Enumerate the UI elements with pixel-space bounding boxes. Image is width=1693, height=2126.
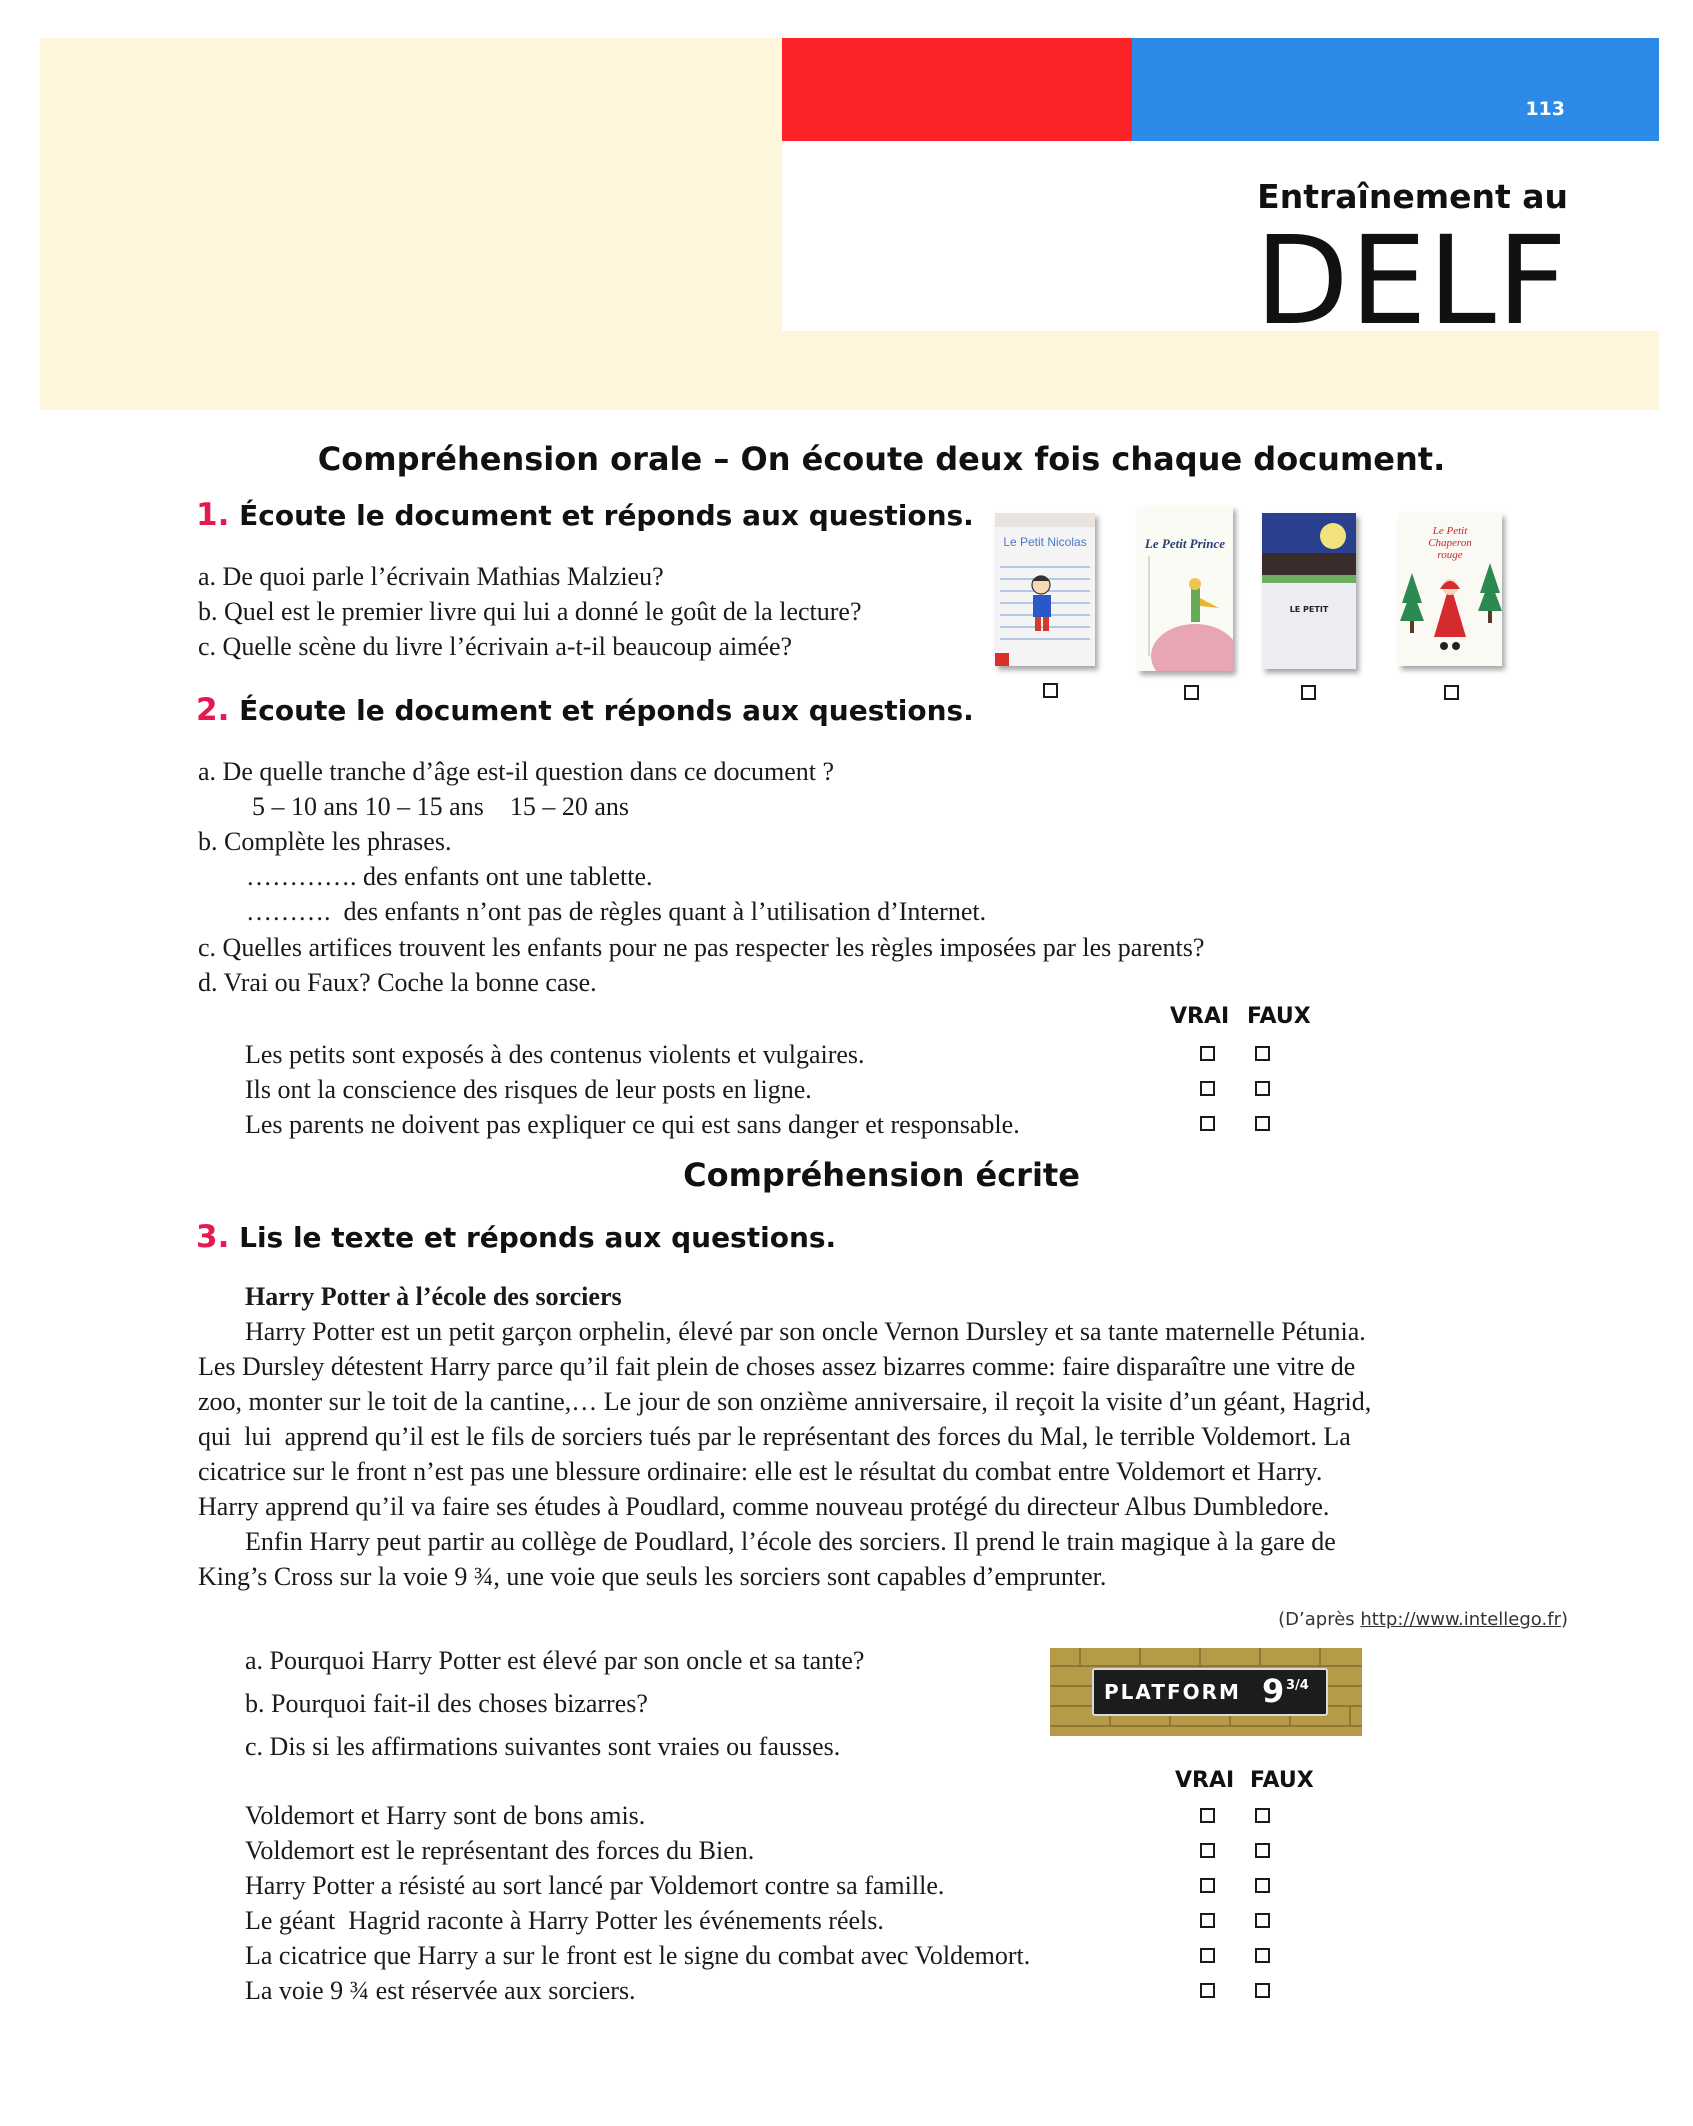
ex2-question-c: c. Quelles artifices trouvent les enfants pour ne pas respecter les règles imposées par les parents? (198, 933, 1205, 962)
text-line-4: qui lui apprend qu’il est le fils de sorciers tués par le représentant des forces du Mal, le terrible Voldemort. La (198, 1422, 1351, 1451)
exercise-1-heading (196, 497, 974, 533)
ex3-vrai-header: VRAI (1175, 1768, 1235, 1793)
ex3-statement-4-vrai-checkbox[interactable] (1200, 1913, 1215, 1928)
ex3-statement-1-faux-checkbox[interactable] (1255, 1808, 1270, 1823)
ex2-fill-line-1: …………. des enfants ont une tablette. (246, 862, 653, 891)
ex2-statement-1-vrai-checkbox[interactable] (1200, 1046, 1215, 1061)
ex2-statement-3: Les parents ne doivent pas expliquer ce qui est sans danger et responsable. (245, 1110, 1020, 1139)
ex1-question-a: a. De quoi parle l’écrivain Mathias Malzieu? (198, 562, 664, 591)
ex3-statement-4-faux-checkbox[interactable] (1255, 1913, 1270, 1928)
text-source-prefix: (D’après (1278, 1609, 1361, 1630)
exercise-2-title: Écoute le document et réponds aux questions. (239, 694, 974, 727)
ex2-statement-1: Les petits sont exposés à des contenus violents et vulgaires. (245, 1040, 865, 1069)
ex3-statement-4: Le géant Hagrid raconte à Harry Potter les événements réels. (245, 1906, 884, 1935)
book-cover-le-petit (1262, 513, 1356, 669)
book-cover-petit-nicolas (995, 513, 1095, 666)
header-title: DELF (1254, 210, 1568, 352)
text-source-suffix: ) (1560, 1609, 1568, 1630)
ex2-question-d: d. Vrai ou Faux? Coche la bonne case. (198, 968, 597, 997)
exercise-3-title: Lis le texte et réponds aux questions. (239, 1221, 837, 1254)
exercise-1-number: 1. (196, 497, 230, 533)
exercise-3-number: 3. (196, 1219, 230, 1255)
ex3-statement-2-vrai-checkbox[interactable] (1200, 1843, 1215, 1858)
ex2-vrai-header: VRAI (1170, 1004, 1230, 1029)
text-line-5: cicatrice sur le front n’est pas une blessure ordinaire: elle est le résultat du combat entre Voldemort et Harry. (198, 1457, 1323, 1486)
ex1-question-c: c. Quelle scène du livre l’écrivain a-t-il beaucoup aimée? (198, 632, 793, 661)
book-3-checkbox[interactable] (1301, 685, 1316, 700)
text-line-7: Enfin Harry peut partir au collège de Poudlard, l’école des sorciers. Il prend le train magique à la gare de (245, 1527, 1336, 1556)
book-2-checkbox[interactable] (1184, 685, 1199, 700)
platform-sign-fraction: 3/4 (1286, 1678, 1309, 1693)
platform-sign-number: 9 (1262, 1672, 1285, 1710)
text-title: Harry Potter à l’école des sorciers (245, 1282, 622, 1311)
text-line-8: King’s Cross sur la voie 9 ¾, une voie que seuls les sorciers sont capables d’emprunter. (198, 1562, 1107, 1591)
ex2-question-b: b. Complète les phrases. (198, 827, 452, 856)
book-2-title: Le Petit Prince (1144, 536, 1226, 551)
ex2-statement-2-vrai-checkbox[interactable] (1200, 1081, 1215, 1096)
text-line-1: Harry Potter est un petit garçon orphelin, élevé par son oncle Vernon Dursley et sa tante maternelle Pétunia. (245, 1317, 1366, 1346)
exercise-1-title: Écoute le document et réponds aux questions. (239, 499, 974, 532)
text-line-2: Les Dursley détestent Harry parce qu’il fait plein de choses assez bizarres comme: faire disparaître une vitre de (198, 1352, 1356, 1381)
ex2-statement-2: Ils ont la conscience des risques de leur posts en ligne. (245, 1075, 812, 1104)
book-4-title: Le Petit Chaperon rouge (1428, 525, 1472, 561)
header-red-band (782, 38, 1132, 141)
book-cover-chaperon-rouge (1398, 513, 1502, 666)
ex2-statement-1-faux-checkbox[interactable] (1255, 1046, 1270, 1061)
ex2-statement-3-vrai-checkbox[interactable] (1200, 1116, 1215, 1131)
section-title-oral: Compréhension orale – On écoute deux fois chaque document. (317, 440, 1446, 478)
ex3-statement-1: Voldemort et Harry sont de bons amis. (245, 1801, 646, 1830)
ex3-question-a: a. Pourquoi Harry Potter est élevé par son oncle et sa tante? (245, 1646, 865, 1675)
header-blue-band (1132, 38, 1659, 141)
book-1-checkbox[interactable] (1043, 683, 1058, 698)
ex2-statement-3-faux-checkbox[interactable] (1255, 1116, 1270, 1131)
ex3-statement-3: Harry Potter a résisté au sort lancé par Voldemort contre sa famille. (245, 1871, 945, 1900)
header-subtitle: Entraînement au (1257, 177, 1568, 216)
exercise-2-number: 2. (196, 692, 230, 728)
exercise-3-heading (196, 1219, 836, 1255)
section-title-ecrite: Compréhension écrite (683, 1156, 1080, 1194)
ex3-statement-5: La cicatrice que Harry a sur le front est le signe du combat avec Voldemort. (245, 1941, 1031, 1970)
ex3-question-b: b. Pourquoi fait-il des choses bizarres? (245, 1689, 648, 1718)
ex3-statement-3-faux-checkbox[interactable] (1255, 1878, 1270, 1893)
platform-sign-plate (1092, 1668, 1328, 1716)
book-4-checkbox[interactable] (1444, 685, 1459, 700)
ex3-faux-header: FAUX (1250, 1768, 1314, 1793)
text-line-6: Harry apprend qu’il va faire ses études à Poudlard, comme nouveau protégé du directeur Albus Dumbledore. (198, 1492, 1330, 1521)
ex3-statement-1-vrai-checkbox[interactable] (1200, 1808, 1215, 1823)
ex2-fill-line-2: ………. des enfants n’ont pas de règles quant à l’utilisation d’Internet. (246, 897, 987, 926)
ex3-statement-5-vrai-checkbox[interactable] (1200, 1948, 1215, 1963)
ex2-faux-header: FAUX (1247, 1004, 1311, 1029)
book-1-title: Le Petit Nicolas (1003, 535, 1087, 549)
platform-sign-image (1050, 1648, 1362, 1736)
text-line-3: zoo, monter sur le toit de la cantine,… Le jour de son onzième anniversaire, il reçoit la visite d’un géant, Hagrid, (198, 1387, 1372, 1416)
platform-sign-text: PLATFORM (1104, 1680, 1241, 1704)
ex1-question-b: b. Quel est le premier livre qui lui a donné le goût de la lecture? (198, 597, 862, 626)
ex2-age-options: 5 – 10 ans 10 – 15 ans 15 – 20 ans (252, 792, 629, 821)
ex3-question-c: c. Dis si les affirmations suivantes sont vraies ou fausses. (245, 1732, 841, 1761)
source-link[interactable]: http://www.intellego.fr (1360, 1609, 1561, 1630)
page-number: 113 (1525, 98, 1565, 120)
ex3-statement-5-faux-checkbox[interactable] (1255, 1948, 1270, 1963)
exercise-2-heading (196, 692, 974, 728)
ex3-statement-2: Voldemort est le représentant des forces du Bien. (245, 1836, 755, 1865)
book-cover-petit-prince (1137, 506, 1233, 671)
text-source (1100, 1609, 1568, 1630)
ex3-statement-3-vrai-checkbox[interactable] (1200, 1878, 1215, 1893)
ex3-statement-2-faux-checkbox[interactable] (1255, 1843, 1270, 1858)
ex3-statement-6-faux-checkbox[interactable] (1255, 1983, 1270, 1998)
ex3-statement-6-vrai-checkbox[interactable] (1200, 1983, 1215, 1998)
ex2-question-a: a. De quelle tranche d’âge est-il question dans ce document ? (198, 757, 835, 786)
ex3-statement-6: La voie 9 ¾ est réservée aux sorciers. (245, 1976, 636, 2005)
ex2-statement-2-faux-checkbox[interactable] (1255, 1081, 1270, 1096)
book-3-title: LE PETIT (1289, 605, 1329, 614)
